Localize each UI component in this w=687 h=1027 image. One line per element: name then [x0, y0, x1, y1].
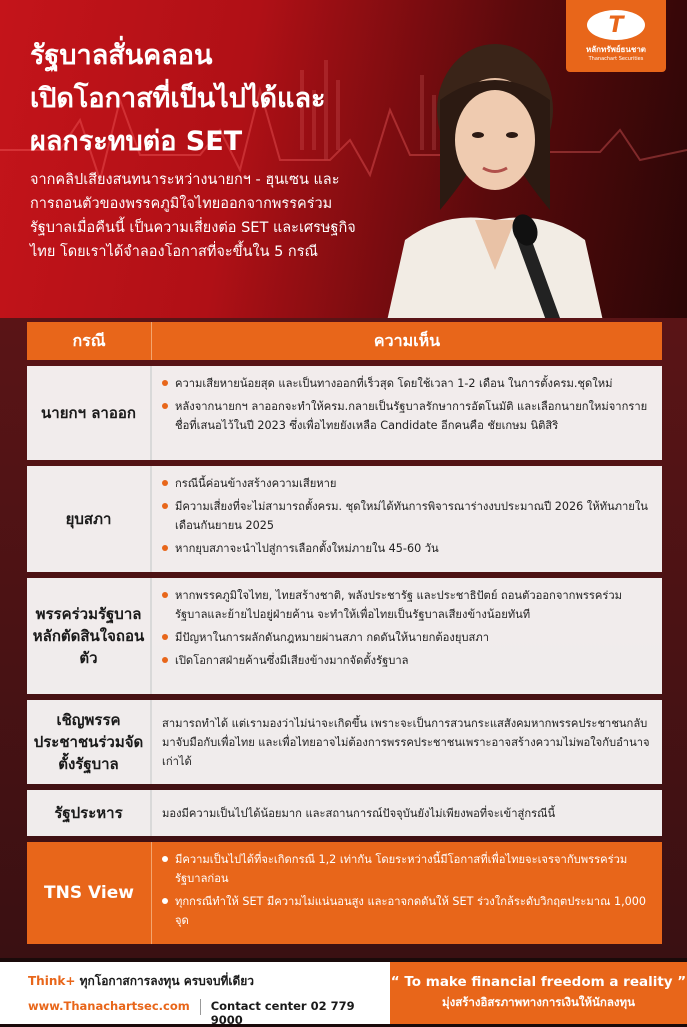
row-opinion: มองมีความเป็นไปได้น้อยมาก และสถานการณ์ปัจจุบันยังไม่เพียงพอที่จะเข้าสู่กรณีนี้: [162, 806, 556, 820]
quote-text: “ To make financial freedom a reality ”: [390, 974, 687, 990]
bullet-icon: [162, 403, 168, 409]
table-row: [27, 366, 662, 460]
bullet-icon: [162, 503, 168, 509]
list-item: [162, 497, 654, 535]
footer-quote: [390, 962, 687, 1024]
row-case: พรรคร่วมรัฐบาลหลักตัดสินใจถอนตัว: [27, 578, 152, 694]
tagline: [28, 972, 390, 991]
bullet-text: เปิดโอกาสฝ่ายค้านซึ่งมีเสียงข้างมากจัดตั้งรัฐบาล: [175, 654, 409, 667]
brand-logo[interactable]: [566, 0, 666, 72]
column-header-case: กรณี: [27, 322, 152, 360]
list-item: [162, 586, 654, 624]
row-opinion: [152, 466, 662, 572]
list-item: [162, 539, 654, 558]
row-case: นายกฯ ลาออก: [27, 366, 152, 460]
bullet-text: ทุกกรณีทำให้ SET มีความไม่แน่นอนสูง และอาจกดดันให้ SET ร่วงใกล้ระดับวิกฤตประมาณ 1,000 จุด: [175, 895, 647, 927]
bullet-icon: [162, 545, 168, 551]
tns-view-label: TNS View: [27, 842, 152, 944]
list-item: [162, 374, 654, 393]
bullet-icon: [162, 592, 168, 598]
bullet-text: มีความเป็นไปได้ที่จะเกิดกรณี 1,2 เท่ากัน โดยระหว่างนี้มีโอกาสที่เพื่อไทยจะเจรจากับพรรคร่วมรัฐบาลก่อน: [175, 853, 628, 885]
list-item: [162, 397, 654, 435]
list-item: [162, 850, 654, 888]
table-row: [27, 700, 662, 784]
bullet-text: กรณีนี้ค่อนข้างสร้างความเสียหาย: [175, 477, 337, 490]
bullet-icon: [162, 480, 168, 486]
bullet-text: หลังจากนายกฯ ลาออกจะทำให้ครม.กลายเป็นรัฐบาลรักษาการอัตโนมัติ และเลือกนายกใหม่จากรายชื่อที่เสนอไว้ในปี 2023 ซึ่งเพื่อไทยยังเหลือ Candidate อีกคนคือ ชัยเกษม นิติสิริ: [175, 400, 648, 432]
tns-view-row: [27, 842, 662, 944]
bullet-icon: [162, 634, 168, 640]
contact-center: Contact center 02 779 9000: [210, 999, 355, 1027]
table-row: [27, 578, 662, 694]
row-case: รัฐประหาร: [27, 790, 152, 836]
title-line-3: ผลกระทบต่อ SET: [30, 126, 243, 157]
footer-contact: [0, 962, 390, 1027]
intro-text: จากคลิปเสียงสนทนาระหว่างนายกฯ - ฮุนเซน และการถอนตัวของพรรคภูมิใจไทยออกจากพรรคร่วมรัฐบาลเมื่อคืนนี้ เป็นความเสี่ยงต่อ SET และเศรษฐกิจไทย โดยเราได้จำลองโอกาสที่จะขึ้นใน 5 กรณี: [30, 172, 356, 260]
list-item: [162, 474, 654, 493]
contact-line: [28, 999, 390, 1027]
tagline-text: ทุกโอกาสการลงทุน ครบจบที่เดียว: [75, 974, 255, 988]
logo-mark-icon: T: [587, 10, 645, 40]
divider: [200, 999, 201, 1015]
table-header: [27, 322, 662, 360]
row-opinion: สามารถทำได้ แต่เรามองว่าไม่น่าจะเกิดขึ้น เพราะจะเป็นการสวนกระแสสังคมหากพรรคประชาชนกลับมาจับมือกับเพื่อไทย และเพื่อไทยอาจไม่ต้องการพรรคประชาชนเพราะอาจสร้างความไม่พอใจกับอำนาจเก่าได้: [162, 716, 650, 768]
bullet-text: หากยุบสภาจะนำไปสู่การเลือกตั้งใหม่ภายใน 45-60 วัน: [175, 542, 439, 555]
quote-subtext: มุ่งสร้างอิสรภาพทางการเงินให้นักลงทุน: [442, 995, 635, 1009]
bullet-icon: [162, 898, 168, 904]
table-row: [27, 790, 662, 836]
bullet-text: มีปัญหาในการผลักดันกฎหมายผ่านสภา กดดันให้นายกต้องยุบสภา: [175, 631, 489, 644]
title-line-1: รัฐบาลสั่นคลอน: [30, 40, 213, 71]
table-row: [27, 466, 662, 572]
page-title: [30, 34, 360, 163]
list-item: [162, 628, 654, 647]
row-opinion: [152, 578, 662, 694]
speaker-portrait: [345, 40, 645, 330]
bullet-text: หากพรรคภูมิใจไทย, ไทยสร้างชาติ, พลังประชารัฐ และประชาธิปัตย์ ถอนตัวออกจากพรรคร่วมรัฐบาลและย้ายไปอยู่ฝ่ายค้าน จะทำให้เพื่อไทยเป็นรัฐบาลเสียงข้างน้อยทันที: [175, 589, 622, 621]
scenario-table: [27, 322, 662, 944]
bullet-text: ความเสียหายน้อยสุด และเป็นทางออกที่เร็วสุด โดยใช้เวลา 1-2 เดือน ในการตั้งครม.ชุดใหม่: [175, 377, 613, 390]
bullet-icon: [162, 380, 168, 386]
column-header-opinion: ความเห็น: [373, 330, 441, 350]
row-opinion: [152, 366, 662, 460]
tagline-prefix: Think+: [28, 974, 76, 988]
logo-name: หลักทรัพย์ธนชาต: [585, 45, 647, 54]
row-case: ยุบสภา: [27, 466, 152, 572]
title-line-2: เปิดโอกาสที่เป็นไปได้และ: [30, 83, 326, 114]
bullet-text: มีความเสี่ยงที่จะไม่สามารถตั้งครม. ชุดใหม่ได้ทันการพิจารณาร่างงบประมาณปี 2026 ให้ทันภายในเดือนกันยายน 2025: [175, 500, 648, 532]
footer: [0, 962, 687, 1027]
list-item: [162, 651, 654, 670]
bullet-icon: [162, 856, 168, 862]
list-item: [162, 892, 654, 930]
logo-subtitle: Thanachart Securities: [588, 56, 644, 62]
website-link[interactable]: www.Thanachartsec.com: [28, 999, 190, 1013]
row-case: เชิญพรรคประชาชนร่วมจัดตั้งรัฐบาล: [27, 700, 152, 784]
tns-view-opinion: [152, 842, 662, 944]
bullet-icon: [162, 657, 168, 663]
